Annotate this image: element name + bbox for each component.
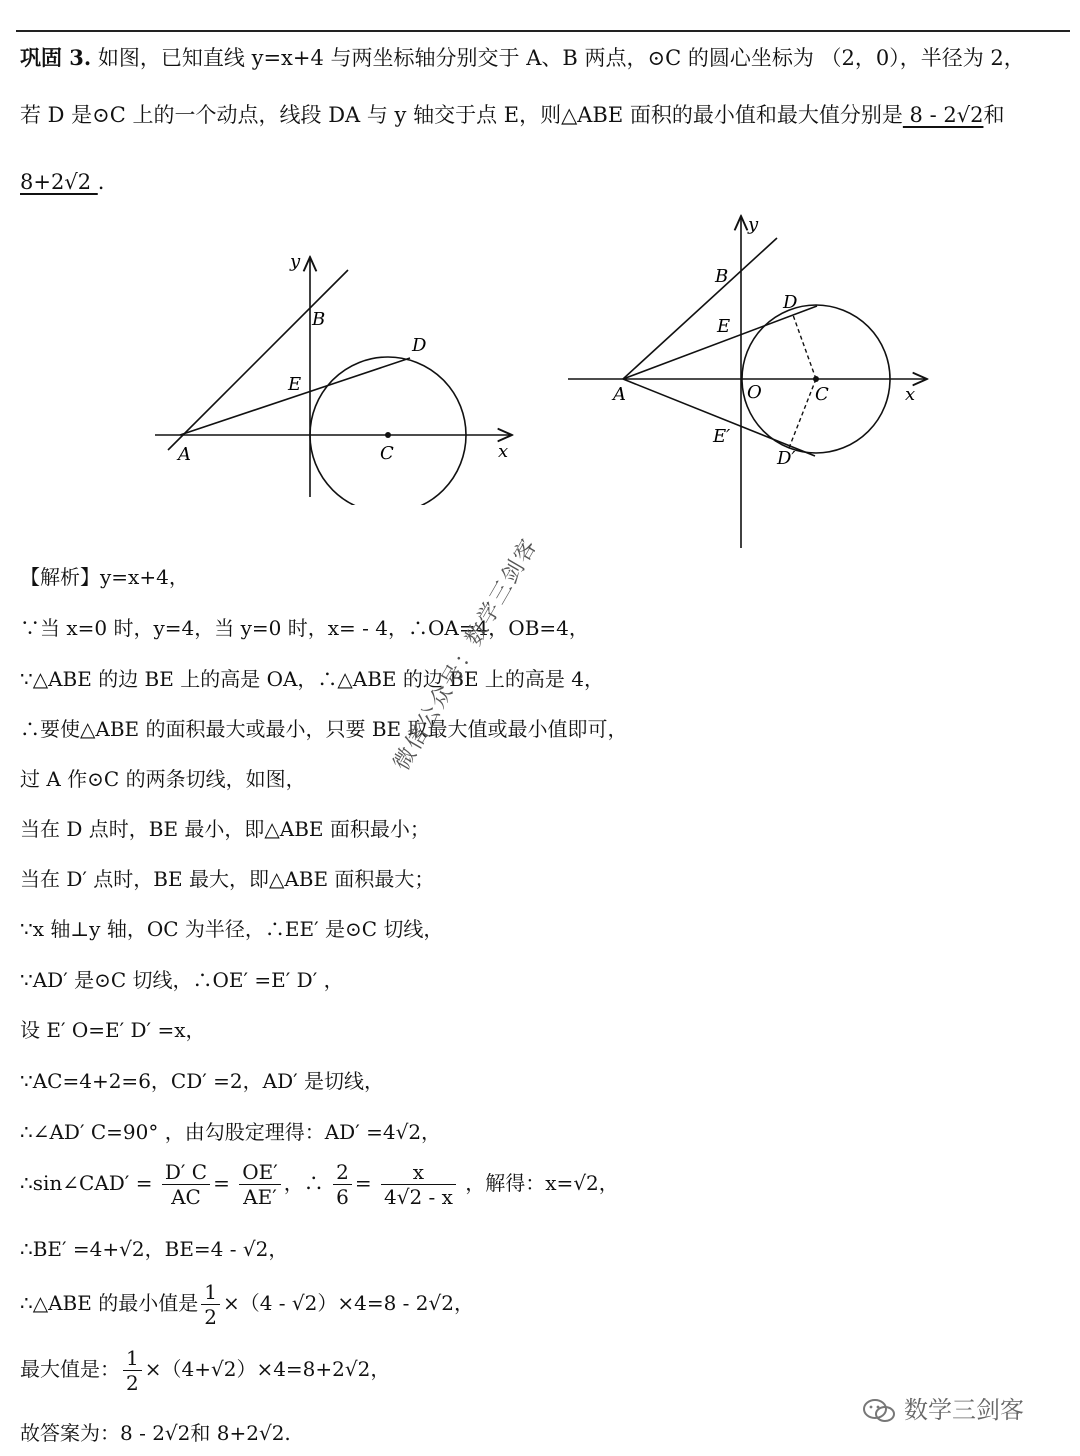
label-a: A bbox=[613, 384, 626, 405]
label-b: B bbox=[715, 266, 729, 287]
solution-line-3: ∵△ABE 的边 BE 上的高是 OA，∴△ABE 的边 BE 上的高是 4， bbox=[20, 667, 604, 691]
label-b: B bbox=[312, 309, 326, 330]
label-d: D bbox=[783, 292, 798, 313]
solution-line-2: ∵当 x=0 时，y=4，当 y=0 时，x= - 4，∴OA=4，OB=4， bbox=[20, 616, 589, 640]
solution-sin-line: ∴sin∠CAD′ = $\frac{D' C}{AC}$ = $\frac{OE'}{AE'}$ ，∴ $\frac{2}{6}$ = $\frac{x}{4√2 - x}$ ，解得：x=√2， bbox=[20, 1160, 619, 1209]
problem-line-1 bbox=[20, 43, 1025, 73]
label-o: O bbox=[747, 382, 762, 403]
solution-line-11: ∵AC=4+2=6，CD′ =2，AD′ 是切线， bbox=[20, 1069, 385, 1093]
fraction-half: $\frac{1}{2}$ bbox=[201, 1280, 220, 1329]
solution-line-12: ∴∠AD′ C=90° ，由勾股定理得：AD′ =4√2， bbox=[20, 1120, 442, 1144]
label-d: D bbox=[412, 335, 427, 356]
solution-min-line: ∴△ABE 的最小值是 $\frac{1}{2}$ ×（4 - √2）×4=8 - 2√2， bbox=[20, 1280, 474, 1329]
label-e: E bbox=[288, 374, 302, 395]
label-c: C bbox=[380, 443, 394, 464]
answer-max: 8+2√2 bbox=[20, 170, 98, 194]
solution-line-7: 当在 D′ 点时，BE 最大，即△ABE 面积最大； bbox=[20, 867, 435, 891]
circle-c bbox=[310, 357, 466, 505]
sin-suffix: ，解得：x=√2， bbox=[465, 1171, 619, 1195]
problem-line-2 bbox=[20, 100, 1004, 130]
label-x: x bbox=[498, 441, 509, 462]
solution-final-line: 故答案为：8 - 2√2和 8+2√2. bbox=[20, 1421, 291, 1445]
problem-label: 巩固 3. bbox=[20, 45, 92, 70]
label-c: C bbox=[815, 384, 829, 405]
watermark-text: 微信公众号：数学三剑客 bbox=[389, 533, 543, 775]
fraction-2-6: $\frac{2}{6}$ bbox=[333, 1160, 352, 1209]
solution-line-9: ∵AD′ 是⊙C 切线，∴OE′ =E′ D′ ， bbox=[20, 968, 344, 992]
label-d-prime: D′ bbox=[777, 448, 796, 469]
wechat-icon bbox=[862, 1398, 896, 1424]
fraction-dc-ac: $\frac{D' C}{AC}$ bbox=[162, 1160, 210, 1209]
solution-line-10: 设 E′ O=E′ D′ =x， bbox=[20, 1018, 206, 1042]
solution-line-8: ∵x 轴⊥y 轴，OC 为半径，∴EE′ 是⊙C 切线， bbox=[20, 917, 444, 941]
segment-ad bbox=[180, 358, 410, 435]
problem-text-2: 若 D 是⊙C 上的一个动点，线段 DA 与 y 轴交于点 E，则△ABE 面积的最小值和最大值分别是 bbox=[20, 103, 903, 127]
label-e: E bbox=[717, 316, 731, 337]
label-a: A bbox=[178, 444, 191, 465]
problem-text-1: 如图，已知直线 y=x+4 与两坐标轴分别交于 A、B 两点，⊙C 的圆心坐标为 （2，0），半径为 2， bbox=[97, 46, 1025, 70]
label-e-prime: E′ bbox=[713, 426, 731, 447]
solution-line-1: 【解析】y=x+4， bbox=[20, 565, 189, 589]
line-ab bbox=[168, 270, 348, 450]
line-ab bbox=[623, 238, 777, 379]
problem-text-end: . bbox=[97, 170, 105, 194]
solution-be-line: ∴BE′ =4+√2，BE=4 - √2， bbox=[20, 1237, 289, 1261]
fraction-oe-ae: $\frac{OE'}{AE'}$ bbox=[239, 1160, 281, 1209]
problem-text-and: 和 bbox=[983, 103, 1005, 127]
problem-line-3 bbox=[20, 167, 104, 197]
label-y: y bbox=[748, 214, 759, 235]
fraction-half: $\frac{1}{2}$ bbox=[123, 1346, 142, 1395]
radius-cd-prime bbox=[789, 379, 816, 448]
center-c bbox=[385, 432, 391, 438]
solution-line-5: 过 A 作⊙C 的两条切线，如图， bbox=[20, 767, 306, 791]
sin-prefix: ∴sin∠CAD′ = bbox=[20, 1171, 153, 1195]
radius-cd bbox=[793, 315, 816, 379]
answer-min: 8 - 2√2 bbox=[902, 103, 984, 127]
footer-brand bbox=[862, 1390, 1024, 1425]
top-divider bbox=[16, 30, 1070, 32]
solution-line-4: ∴要使△ABE 的面积最大或最小，只要 BE 取最大值或最小值即可， bbox=[20, 717, 628, 741]
figure-2 bbox=[565, 210, 940, 555]
center-c bbox=[813, 376, 819, 382]
fraction-x: $\frac{x}{4√2 - x}$ bbox=[381, 1160, 456, 1209]
footer-text: 数学三剑客 bbox=[904, 1396, 1024, 1424]
figure-1 bbox=[150, 245, 520, 505]
label-x: x bbox=[905, 384, 916, 405]
label-y: y bbox=[290, 251, 301, 272]
solution-max-line: 最大值是： $\frac{1}{2}$ ×（4+√2）×4=8+2√2， bbox=[20, 1346, 391, 1395]
solution-line-6: 当在 D 点时，BE 最小，即△ABE 面积最小； bbox=[20, 817, 430, 841]
